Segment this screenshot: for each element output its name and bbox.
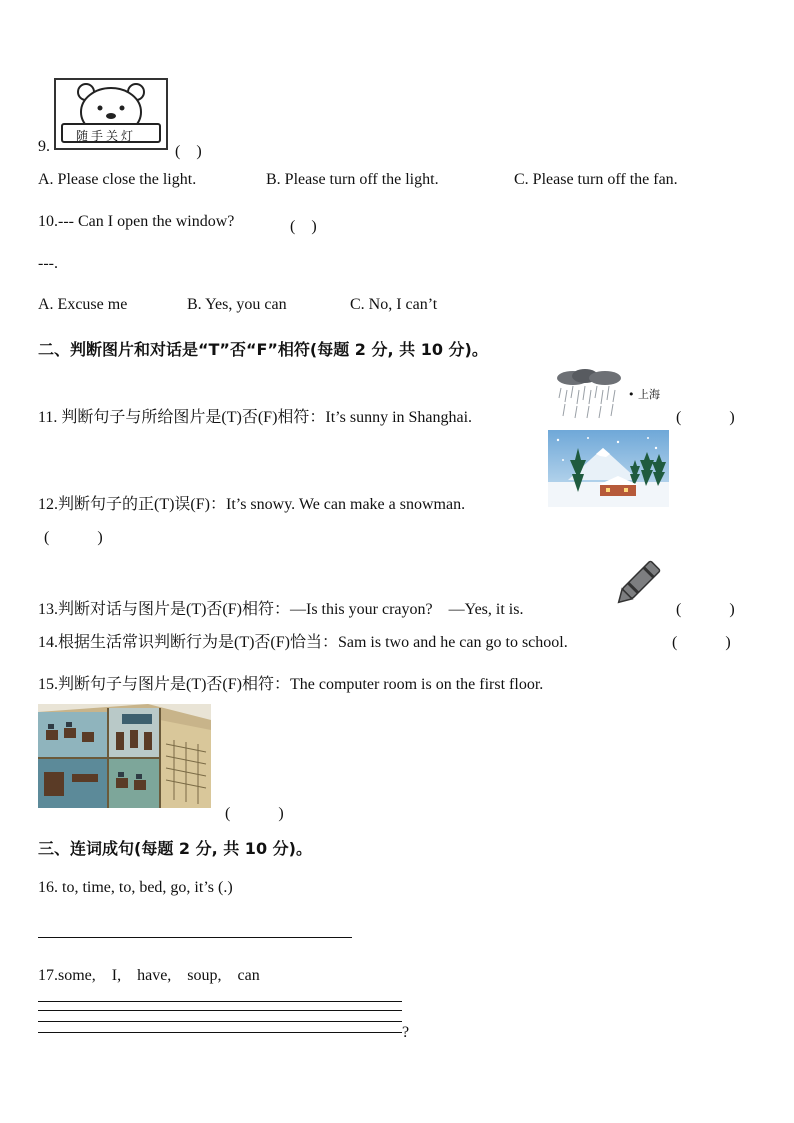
section2-heading: 二、判断图片和对话是“T”否“F”相符(每题 2 分, 共 10 分)。	[38, 340, 488, 359]
q11-text: 11. 判断句子与所给图片是(T)否(F)相符：It’s sunny in Shanghai.	[38, 409, 473, 426]
snow-scene-image	[548, 430, 669, 507]
q9-answer-blank[interactable]: ( )	[175, 143, 202, 160]
q17-answer-line-3[interactable]	[38, 1021, 402, 1022]
q15-answer-blank[interactable]: ( )	[225, 805, 284, 822]
q16-text: 16. to, time, to, bed, go, it’s (.)	[38, 879, 233, 896]
q11-map-label: • 上海	[628, 388, 660, 401]
q9-option-c: C. Please turn off the fan.	[514, 171, 678, 188]
q14-answer-blank[interactable]: ( )	[672, 634, 731, 651]
q9-number: 9.	[38, 138, 50, 155]
q13-text: 13.判断对话与图片是(T)否(F)相符：—Is this your crayon? —Yes, it is.	[38, 601, 524, 618]
q13-answer-blank[interactable]: ( )	[676, 601, 735, 618]
q17-answer-line-4[interactable]	[38, 1032, 402, 1033]
q17-answer-line-2[interactable]	[38, 1010, 402, 1011]
q10-option-c: C. No, I can’t	[350, 296, 438, 313]
q16-answer-line[interactable]	[38, 937, 352, 938]
q10-answer-blank[interactable]: ( )	[290, 218, 317, 235]
q9-option-b: B. Please turn off the light.	[266, 171, 439, 188]
q17-end-mark: ?	[402, 1024, 410, 1041]
school-building-image	[38, 704, 211, 808]
crayon-image	[608, 556, 666, 612]
q17-answer-line-1[interactable]	[38, 1001, 402, 1002]
q10-answer-line: ---.	[38, 255, 58, 272]
q10-question: 10.--- Can I open the window?	[38, 213, 235, 230]
q10-option-a: A. Excuse me	[38, 296, 128, 313]
q11-answer-blank[interactable]: ( )	[676, 409, 735, 426]
rain-cloud-image	[553, 368, 625, 420]
section3-heading: 三、连词成句(每题 2 分, 共 10 分)。	[38, 839, 312, 858]
q9-option-a: A. Please close the light.	[38, 171, 197, 188]
q14-text: 14.根据生活常识判断行为是(T)否(F)恰当：Sam is two and he can go to school.	[38, 634, 568, 651]
q17-text: 17.some, I, have, soup, can	[38, 967, 260, 984]
q10-option-b: B. Yes, you can	[187, 296, 287, 313]
q9-sign-image	[54, 78, 168, 150]
q12-answer-blank[interactable]: ( )	[44, 529, 103, 546]
q15-text: 15.判断句子与图片是(T)否(F)相符：The computer room is on the first floor.	[38, 676, 544, 693]
q9-sign-text: 随手关灯	[76, 129, 137, 143]
q12-text: 12.判断句子的正(T)误(F)：It’s snowy. We can make a snowman.	[38, 496, 466, 513]
